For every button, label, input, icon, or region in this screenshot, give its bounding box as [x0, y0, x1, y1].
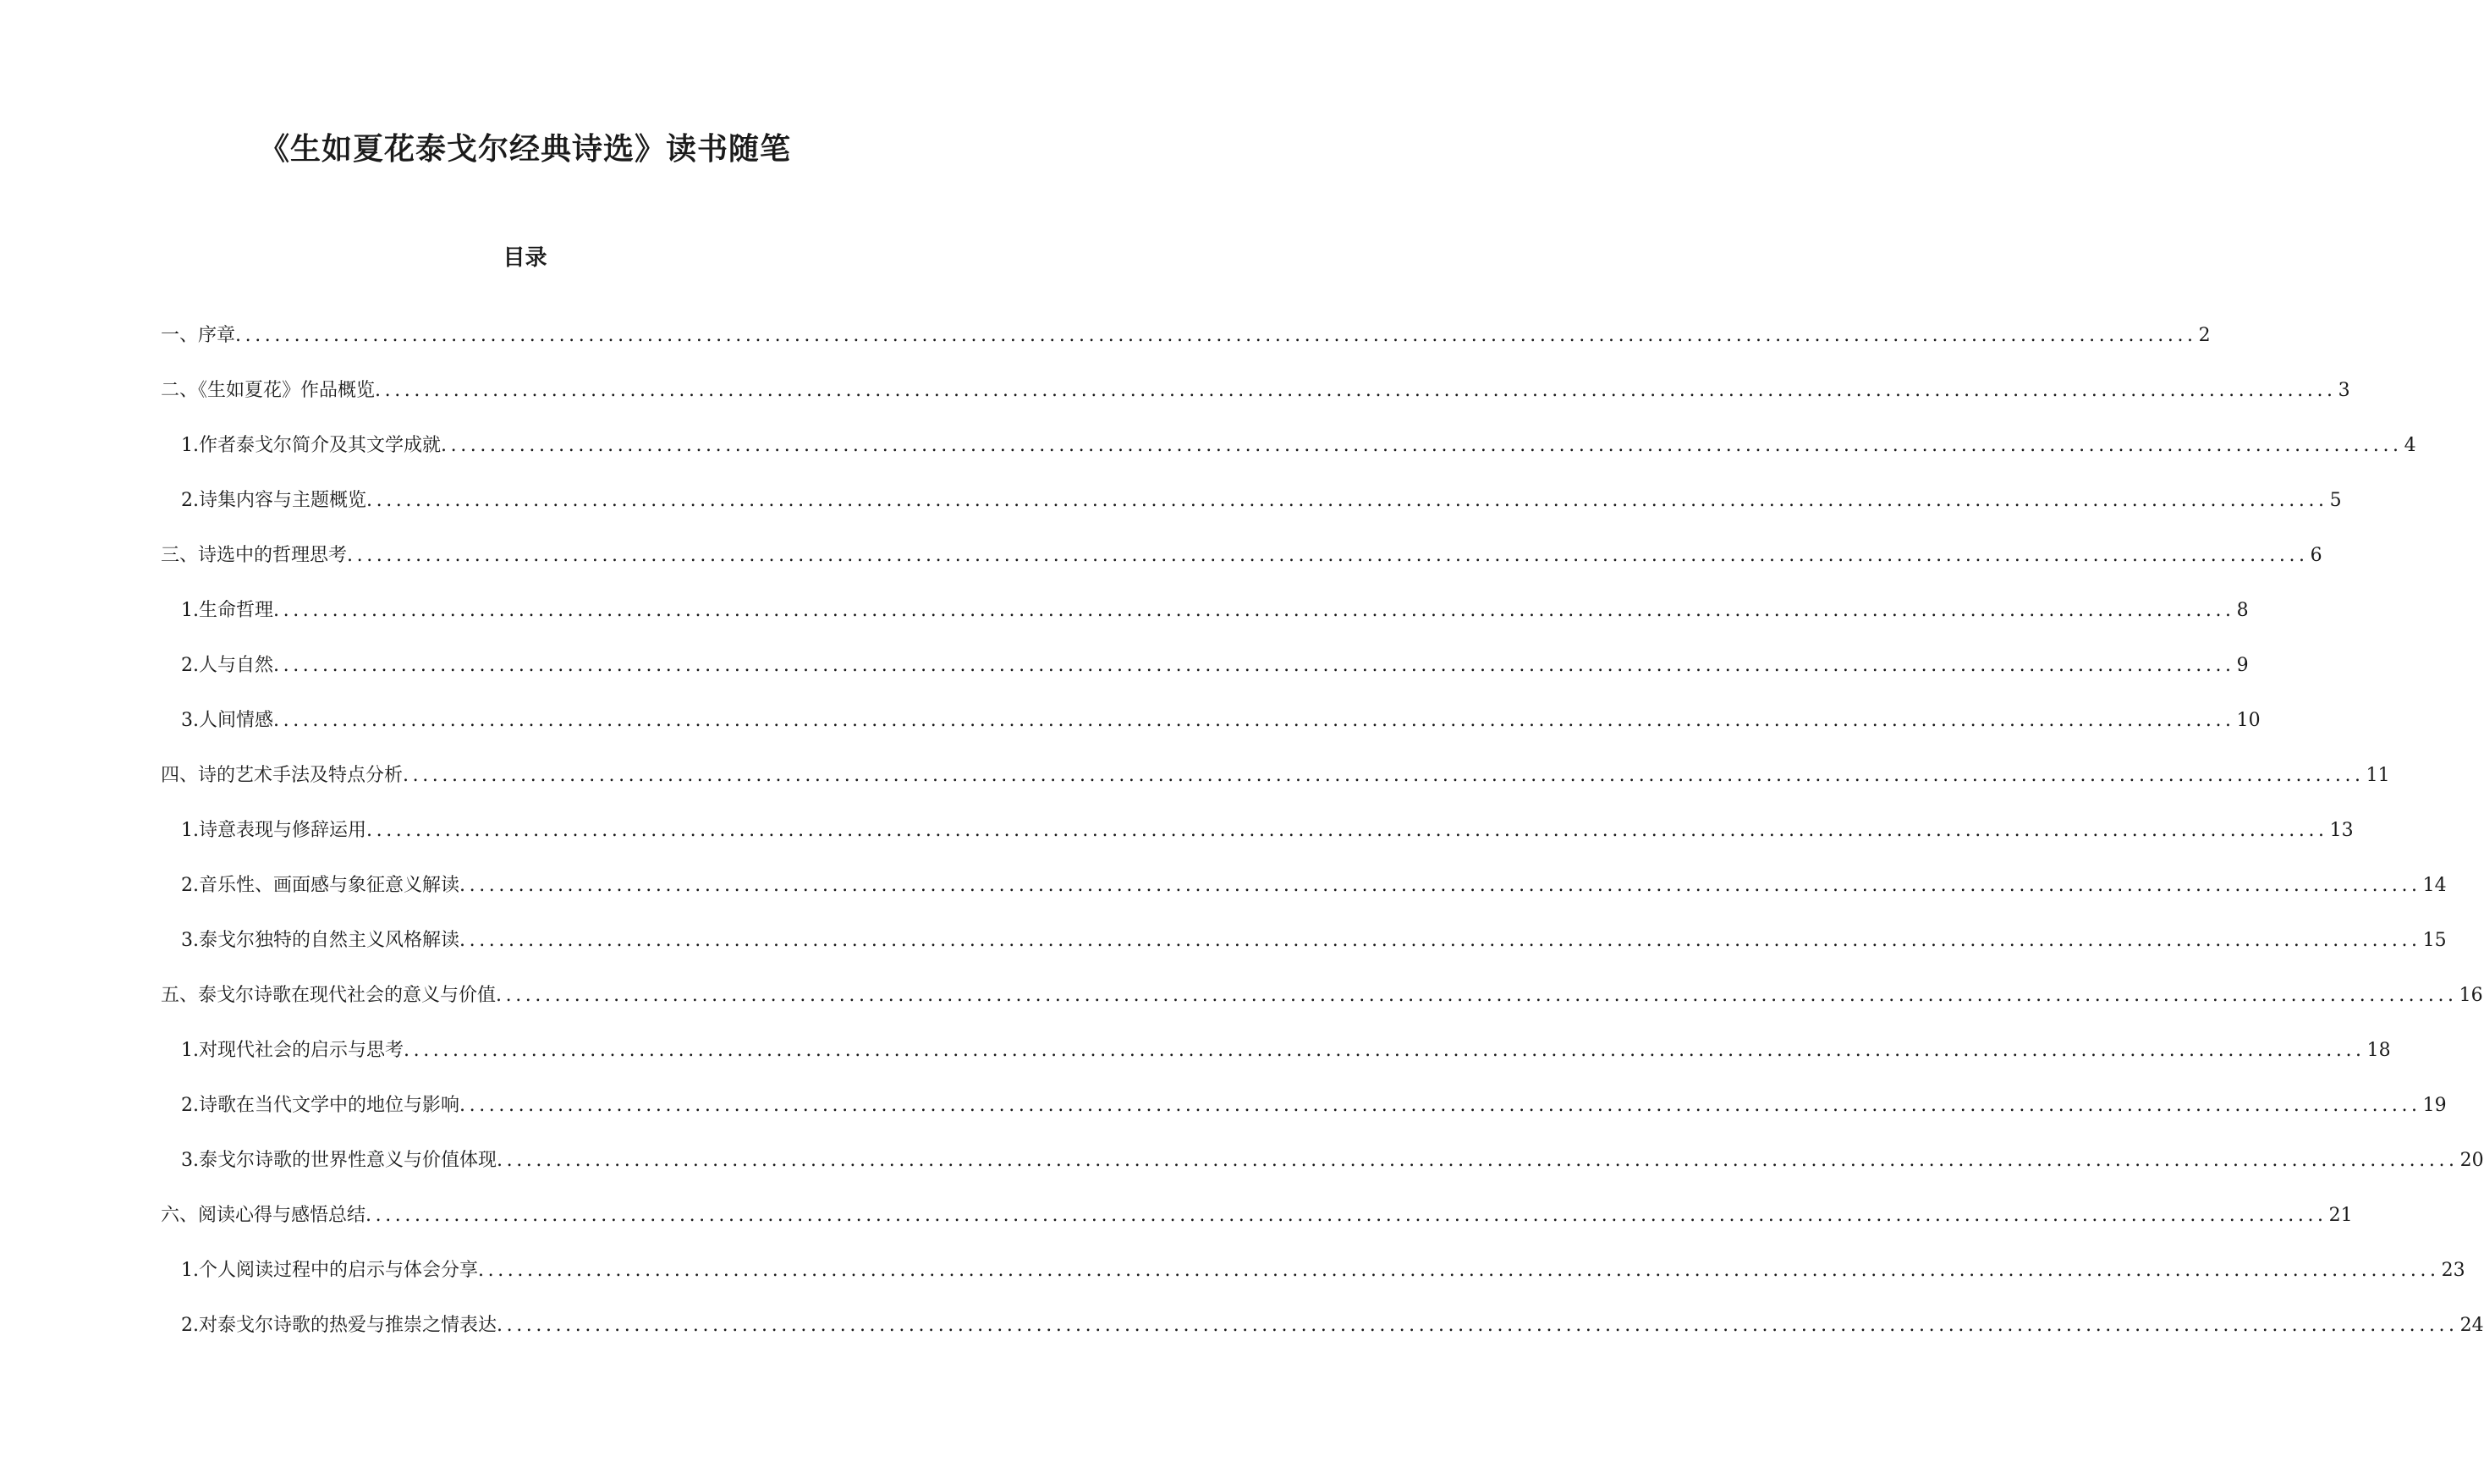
- toc-entry[interactable]: [0, 1313, 2484, 1368]
- toc-entry-number: 1.: [181, 435, 199, 456]
- toc-dot-leader: ........................................................................................................................................................................................................: [375, 380, 2337, 401]
- toc-dot-leader: ........................................................................................................................................................................................................: [235, 325, 2197, 346]
- toc-entry-number: 1.: [181, 820, 199, 841]
- toc-entry[interactable]: [0, 763, 2390, 818]
- toc-page-number: 23: [2441, 1260, 2465, 1281]
- toc-entry-number: 2.: [181, 655, 199, 676]
- toc-entry[interactable]: [0, 433, 2416, 488]
- toc-entry-label: 人间情感: [199, 710, 274, 731]
- toc-dot-leader: ........................................................................................................................................................................................................: [459, 875, 2421, 896]
- toc-page-number: 13: [2329, 820, 2354, 841]
- toc-page-number: 5: [2329, 490, 2342, 511]
- toc-entry-number: 3.: [181, 710, 199, 731]
- toc-entry[interactable]: [0, 1093, 2447, 1148]
- toc-page-number: 6: [2310, 545, 2322, 566]
- toc-entry-number: 1.: [181, 1040, 199, 1061]
- toc-entry-label: 作者泰戈尔简介及其文学成就: [199, 435, 442, 456]
- toc-entry[interactable]: [0, 818, 2354, 873]
- toc-dot-leader: ........................................................................................................................................................................................................: [497, 1315, 2459, 1336]
- toc-dot-leader: ........................................................................................................................................................................................................: [404, 1040, 2366, 1061]
- toc-entry-number: 1.: [181, 1260, 199, 1281]
- toc-entry[interactable]: [0, 378, 2350, 433]
- toc-dot-leader: ........................................................................................................................................................................................................: [459, 930, 2421, 951]
- toc-entry-label: 二、《生如夏花》作品概览: [161, 380, 376, 401]
- toc-page-number: 24: [2459, 1315, 2484, 1336]
- toc-entry[interactable]: [0, 488, 2342, 543]
- toc-entry-label: 五、泰戈尔诗歌在现代社会的意义与价值: [161, 985, 497, 1006]
- toc-entry[interactable]: [0, 983, 2483, 1038]
- toc-entry-label: 四、诗的艺术手法及特点分析: [161, 765, 404, 786]
- toc-entry[interactable]: [0, 653, 2249, 708]
- toc-dot-leader: ........................................................................................................................................................................................................: [441, 435, 2403, 456]
- toc-dot-leader: ........................................................................................................................................................................................................: [497, 1150, 2459, 1171]
- toc-dot-leader: ........................................................................................................................................................................................................: [366, 490, 2328, 511]
- toc-dot-leader: ........................................................................................................................................................................................................: [273, 710, 2235, 731]
- toc-dot-leader: ........................................................................................................................................................................................................: [496, 985, 2458, 1006]
- toc-heading: 目录: [503, 245, 547, 271]
- toc-entry-number: 1.: [181, 600, 199, 621]
- toc-page-number: 20: [2459, 1150, 2484, 1171]
- toc-entry-label: 人与自然: [199, 655, 274, 676]
- toc-entry-label: 三、诗选中的哲理思考: [161, 545, 348, 566]
- toc-entry-number: 2.: [181, 1095, 199, 1116]
- toc-entry-number: 3.: [181, 930, 199, 951]
- toc-entry[interactable]: [0, 323, 2211, 378]
- toc-page-number: 9: [2236, 655, 2249, 676]
- toc-entry-number: 3.: [181, 1150, 199, 1171]
- toc-dot-leader: ........................................................................................................................................................................................................: [347, 545, 2309, 566]
- toc-page-number: 19: [2422, 1095, 2447, 1116]
- toc-entry-label: 六、阅读心得与感悟总结: [161, 1205, 366, 1226]
- toc-dot-leader: ........................................................................................................................................................................................................: [459, 1095, 2421, 1116]
- toc-entry-label: 泰戈尔独特的自然主义风格解读: [199, 930, 460, 951]
- toc-page-number: 18: [2366, 1040, 2391, 1061]
- toc-page-number: 3: [2338, 380, 2350, 401]
- toc-dot-leader: ........................................................................................................................................................................................................: [403, 765, 2365, 786]
- toc-page-number: 14: [2422, 875, 2447, 896]
- toc-dot-leader: ........................................................................................................................................................................................................: [478, 1260, 2440, 1281]
- toc-entry[interactable]: [0, 543, 2322, 598]
- toc-entry-label: 诗集内容与主题概览: [199, 490, 367, 511]
- document-title: 《生如夏花泰戈尔经典诗选》读书随笔: [258, 131, 791, 167]
- toc-entry-label: 对泰戈尔诗歌的热爱与推崇之情表达: [199, 1315, 497, 1336]
- toc-entry-number: 2.: [181, 490, 199, 511]
- toc-entry[interactable]: [0, 1258, 2465, 1313]
- toc-page-number: 8: [2236, 600, 2249, 621]
- toc-entry[interactable]: [0, 1148, 2484, 1203]
- toc-entry-label: 诗歌在当代文学中的地位与影响: [199, 1095, 460, 1116]
- toc-entry-label: 对现代社会的启示与思考: [199, 1040, 404, 1061]
- toc-dot-leader: ........................................................................................................................................................................................................: [365, 1205, 2327, 1226]
- toc-entry[interactable]: [0, 928, 2447, 983]
- toc-page-number: 15: [2422, 930, 2447, 951]
- toc-page-number: 21: [2328, 1205, 2353, 1226]
- toc-dot-leader: ........................................................................................................................................................................................................: [366, 820, 2328, 841]
- toc-entry[interactable]: [0, 1038, 2391, 1093]
- toc-entry-label: 音乐性、画面感与象征意义解读: [199, 875, 460, 896]
- toc-entry[interactable]: [0, 873, 2447, 928]
- toc-page-number: 2: [2198, 325, 2211, 346]
- toc-entry-number: 2.: [181, 875, 199, 896]
- toc-entry-label: 诗意表现与修辞运用: [199, 820, 367, 841]
- toc-entry[interactable]: [0, 1203, 2353, 1258]
- table-of-contents: [0, 323, 2484, 1368]
- toc-dot-leader: ........................................................................................................................................................................................................: [273, 655, 2235, 676]
- toc-entry-number: 2.: [181, 1315, 199, 1336]
- toc-page-number: 16: [2459, 985, 2483, 1006]
- toc-entry-label: 泰戈尔诗歌的世界性意义与价值体现: [199, 1150, 497, 1171]
- toc-entry[interactable]: [0, 708, 2261, 763]
- toc-page-number: 4: [2404, 435, 2416, 456]
- toc-dot-leader: ........................................................................................................................................................................................................: [273, 600, 2235, 621]
- toc-page-number: 10: [2236, 710, 2261, 731]
- toc-page-number: 11: [2366, 765, 2390, 786]
- toc-entry-label: 一、序章: [161, 325, 236, 346]
- toc-entry-label: 个人阅读过程中的启示与体会分享: [199, 1260, 479, 1281]
- toc-entry-label: 生命哲理: [199, 600, 274, 621]
- toc-entry[interactable]: [0, 598, 2249, 653]
